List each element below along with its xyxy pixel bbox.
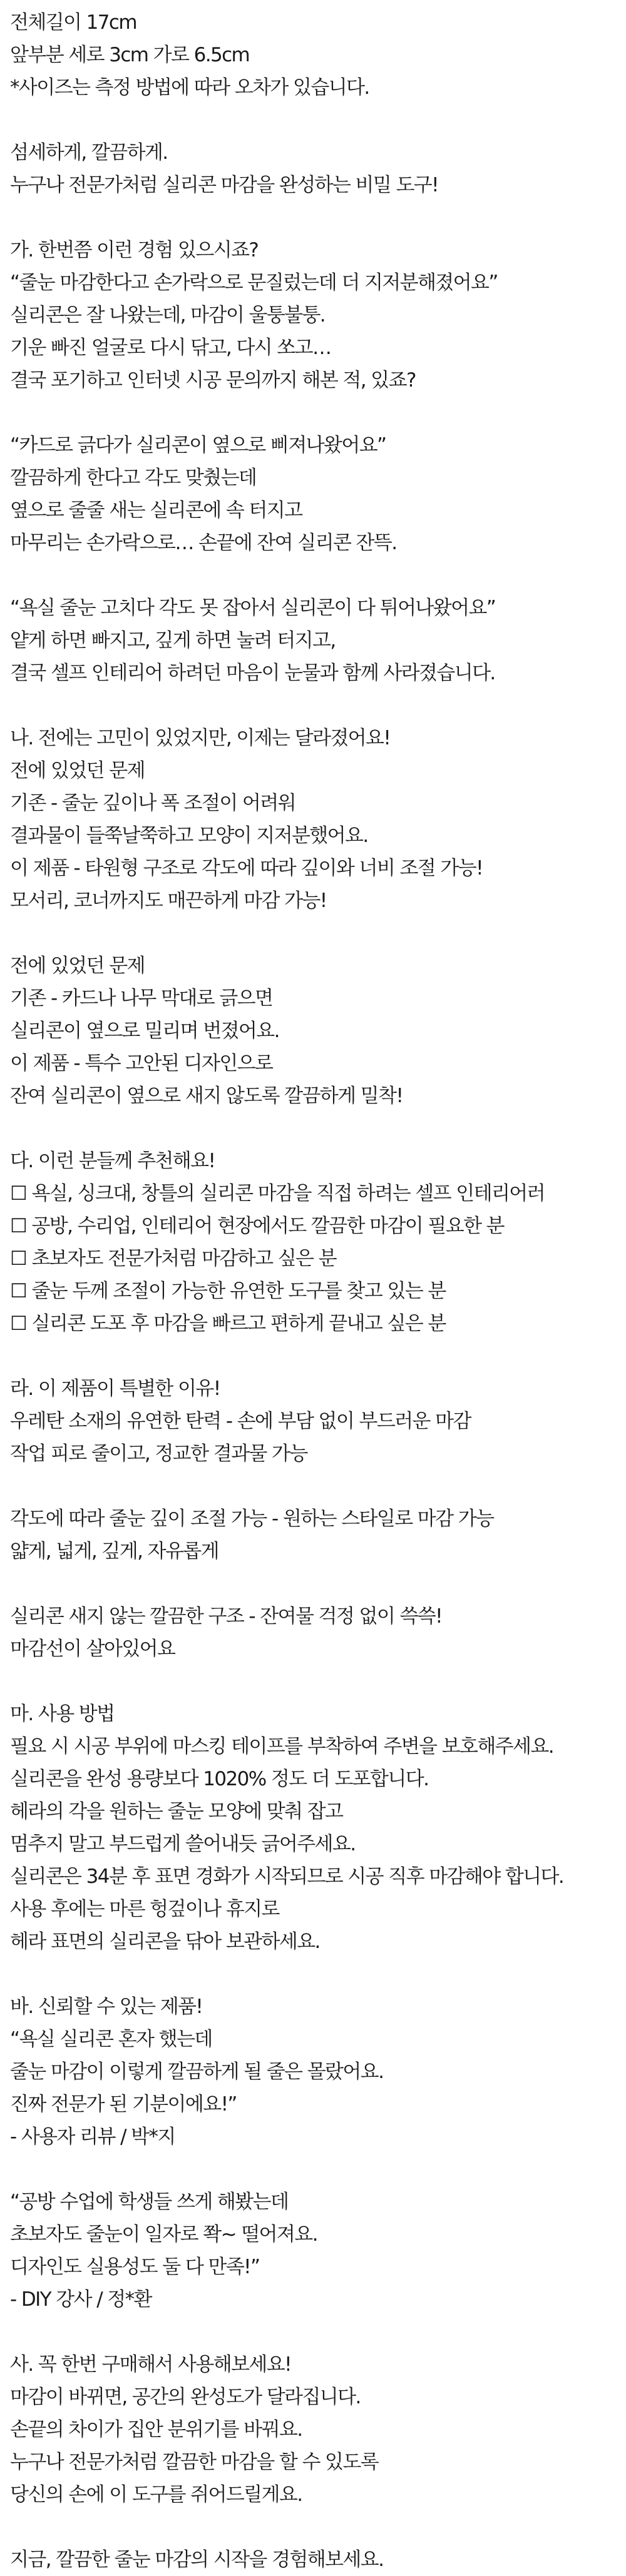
text-line: 누구나 전문가처럼 실리콘 마감을 완성하는 비밀 도구! (10, 174, 438, 196)
text-line: 기존 - 줄눈 깊이나 폭 조절이 어려워 (10, 792, 295, 814)
text-line: 실리콘은 잘 나왔는데, 마감이 울퉁불퉁. (10, 304, 326, 327)
text-line: 실리콘은 34분 후 표면 경화가 시작되므로 시공 직후 마감해야 합니다. (10, 1865, 564, 1888)
text-line: 얕게 하면 빠지고, 깊게 하면 눌려 터지고, (10, 629, 336, 652)
text-line: 실리콘을 완성 용량보다 1020% 정도 더 도포합니다. (10, 1768, 429, 1790)
text-line: 지금, 깔끔한 줄눈 마감의 시작을 경험해보세요. (10, 2548, 384, 2571)
text-line: 다. 이런 분들께 추천해요! (10, 1150, 215, 1172)
text-line: 줄눈 마감이 이렇게 깔끔하게 될 줄은 몰랐어요. (10, 2061, 384, 2083)
text-line: 진짜 전문가 된 기분이에요!” (10, 2093, 237, 2116)
paragraph-block (10, 6, 626, 104)
text-line: 누구나 전문가처럼 깔끔한 마감을 할 수 있도록 (10, 2451, 379, 2473)
text-line: 결과물이 들쭉날쭉하고 모양이 지저분했어요. (10, 824, 368, 847)
text-line: 실리콘이 옆으로 밀리며 번졌어요. (10, 1020, 279, 1042)
text-line: 전체길이 17cm (10, 11, 136, 34)
paragraph-block (10, 950, 626, 1112)
text-line: “욕실 실리콘 혼자 했는데 (10, 2028, 212, 2051)
paragraph-block (10, 592, 626, 689)
paragraph-block (10, 722, 626, 917)
text-line: 결국 포기하고 인터넷 시공 문의까지 해본 적, 있죠? (10, 369, 416, 392)
paragraph-block (10, 1372, 626, 1470)
text-line: ☐ 초보자도 전문가처럼 마감하고 싶은 분 (10, 1247, 336, 1270)
text-line: 모서리, 코너까지도 매끈하게 마감 가능! (10, 890, 327, 912)
text-line: 마. 사용 방법 (10, 1703, 115, 1725)
paragraph-block (10, 1503, 626, 1568)
text-line: 잔여 실리콘이 옆으로 새지 않도록 깔끔하게 밀착! (10, 1085, 403, 1107)
text-line: 마감이 바뀌면, 공간의 완성도가 달라집니다. (10, 2386, 361, 2408)
text-line: “카드로 긁다가 실리콘이 옆으로 삐져나왔어요” (10, 434, 386, 457)
text-line: ☐ 욕실, 싱크대, 창틀의 실리콘 마감을 직접 하려는 셀프 인테리어러 (10, 1182, 545, 1205)
text-line: 사용 후에는 마른 헝겊이나 휴지로 (10, 1898, 279, 1920)
paragraph-block (10, 1145, 626, 1340)
text-line: *사이즈는 측정 방법에 따라 오차가 있습니다. (10, 76, 369, 99)
text-line: 섬세하게, 깔끔하게. (10, 141, 168, 164)
text-line: 헤라의 각을 원하는 줄눈 모양에 맞춰 잡고 (10, 1800, 343, 1823)
paragraph-block (10, 2186, 626, 2316)
text-line: “공방 수업에 학생들 쓰게 해봤는데 (10, 2191, 289, 2213)
text-line: 나. 전에는 고민이 있었지만, 이제는 달라졌어요! (10, 727, 391, 749)
text-line: 전에 있었던 문제 (10, 759, 145, 782)
paragraph-block (10, 1990, 626, 2153)
paragraph-block (10, 2348, 626, 2511)
text-line: 이 제품 - 타원형 구조로 각도에 따라 깊이와 너비 조절 가능! (10, 857, 483, 880)
text-line: 마무리는 손가락으로… 손끝에 잔여 실리콘 잔뜩. (10, 532, 397, 554)
text-line: 실리콘 새지 않는 깔끔한 구조 - 잔여물 걱정 없이 쓱쓱! (10, 1605, 442, 1628)
text-line: 초보자도 줄눈이 일자로 쫙~ 떨어져요. (10, 2223, 317, 2246)
text-line: 헤라 표면의 실리콘을 닦아 보관하세요. (10, 1930, 320, 1953)
text-line: 작업 피로 줄이고, 정교한 결과물 가능 (10, 1443, 307, 1465)
text-line: ☐ 공방, 수리업, 인테리어 현장에서도 깔끔한 마감이 필요한 분 (10, 1215, 505, 1237)
text-line: 바. 신뢰할 수 있는 제품! (10, 1995, 203, 2018)
text-line: 이 제품 - 특수 고안된 디자인으로 (10, 1052, 273, 1075)
paragraph-block (10, 1698, 626, 1958)
text-line: 깔끔하게 한다고 각도 맞췄는데 (10, 467, 257, 489)
text-line: 옆으로 줄줄 새는 실리콘에 속 터지고 (10, 499, 302, 522)
text-line: 기존 - 카드나 나무 막대로 긁으면 (10, 987, 273, 1010)
text-line: 전에 있었던 문제 (10, 955, 145, 977)
text-line: 앞부분 세로 3cm 가로 6.5cm (10, 44, 250, 66)
text-line: 기운 빠진 얼굴로 다시 닦고, 다시 쏘고… (10, 337, 331, 359)
paragraph-block (10, 234, 626, 397)
text-line: 우레탄 소재의 유연한 탄력 - 손에 부담 없이 부드러운 마감 (10, 1410, 471, 1433)
text-line: 디자인도 실용성도 둘 다 만족!” (10, 2256, 260, 2278)
text-line: “욕실 줄눈 고치다 각도 못 잡아서 실리콘이 다 튀어나왔어요” (10, 597, 496, 619)
text-line: “줄눈 마감한다고 손가락으로 문질렀는데 더 지저분해졌어요” (10, 271, 498, 294)
text-line: 가. 한번쯤 이런 경험 있으시죠? (10, 239, 259, 261)
text-line: 사. 꼭 한번 구매해서 사용해보세요! (10, 2353, 291, 2376)
text-line: 당신의 손에 이 도구를 쥐어드릴게요. (10, 2483, 302, 2506)
text-line: 멈추지 말고 부드럽게 쓸어내듯 긁어주세요. (10, 1833, 356, 1855)
text-line: ☐ 줄눈 두께 조절이 가능한 유연한 도구를 찾고 있는 분 (10, 1280, 446, 1302)
text-line: - 사용자 리뷰 / 박*지 (10, 2126, 175, 2148)
text-line: ☐ 실리콘 도포 후 마감을 빠르고 편하게 끝내고 싶은 분 (10, 1312, 446, 1335)
paragraph-block (10, 2543, 626, 2576)
text-line: 결국 셀프 인테리어 하려던 마음이 눈물과 함께 사라졌습니다. (10, 662, 495, 684)
text-line: - DIY 강사 / 정*환 (10, 2288, 151, 2311)
text-line: 라. 이 제품이 특별한 이유! (10, 1377, 220, 1400)
paragraph-block (10, 429, 626, 559)
text-line: 필요 시 시공 부위에 마스킹 테이프를 부착하여 주변을 보호해주세요. (10, 1735, 553, 1758)
paragraph-block (10, 136, 626, 201)
text-line: 마감선이 살아있어요 (10, 1638, 175, 1660)
paragraph-block (10, 1600, 626, 1665)
text-line: 얇게, 넓게, 깊게, 자유롭게 (10, 1540, 218, 1563)
text-line: 손끝의 차이가 집안 분위기를 바꿔요. (10, 2418, 302, 2441)
text-line: 각도에 따라 줄눈 깊이 조절 가능 - 원하는 스타일로 마감 가능 (10, 1508, 494, 1530)
